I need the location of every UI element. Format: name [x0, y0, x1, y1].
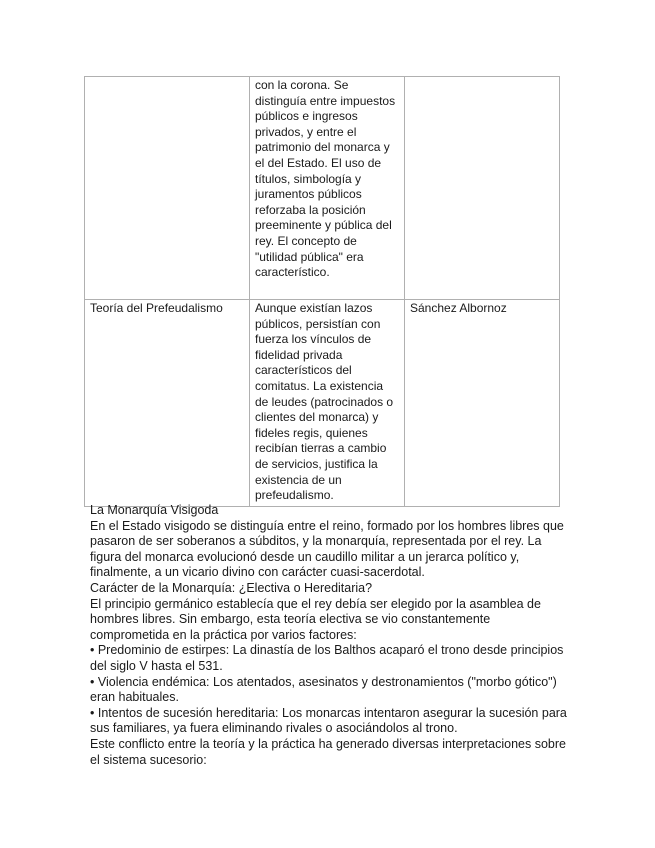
bullet-item: • Predominio de estirpes: La dinastía de los Balthos acaparó el trono desde principios del siglo V hasta el 531. [90, 643, 564, 673]
paragraph: El principio germánico establecía que el rey debía ser elegido por la asamblea de hombres libres. Sin embargo, esta teoría electiva se vio constantemente comprometida en la práctica por varios factores: [90, 596, 541, 642]
section-subheading: Carácter de la Monarquía: ¿Electiva o Hereditaria? [90, 580, 373, 595]
table-cell-author: Sánchez Albornoz [405, 300, 560, 507]
bullet-item: • Intentos de sucesión hereditaria: Los monarcas intentaron asegurar la sucesión para sus familiares, ya fuera eliminando rivales o asociándolos al trono. [90, 705, 567, 736]
bullet-item: • Violencia endémica: Los atentados, asesinatos y destronamientos ("morbo gótico") eran habituales. [90, 674, 557, 705]
intro-paragraph: En el Estado visigodo se distinguía entre el reino, formado por los hombres libres que pasaron de ser soberanos a súbditos, y la monarquía, representada por el rey. La figura del monarca evolucionó desde un caudillo militar a un jerarca político y, finalmente, a un vicario divino con carácter cuasi-sacerdotal. [90, 518, 564, 580]
section-heading: La Monarquía Visigoda [90, 503, 219, 517]
table-row [85, 300, 560, 507]
closing-paragraph: Este conflicto entre la teoría y la práctica ha generado diversas interpretaciones sobre el sistema sucesorio: [90, 736, 566, 767]
table-cell-description: con la corona. Se distinguía entre impuestos públicos e ingresos privados, y entre el patrimonio del monarca y el del Estado. El uso de títulos, simbología y juramentos públicos reforzaba la posición preeminente y pública del rey. El concepto de "utilidad pública" era característico. [250, 77, 405, 300]
body-text [90, 503, 570, 768]
table-cell-description: Aunque existían lazos públicos, persistían con fuerza los vínculos de fidelidad privada característicos del comitatus. La existencia de leudes (patrocinados o clientes del monarca) y fideles regis, quienes recibían tierras a cambio de servicios, justifica la existencia de un prefeudalismo. [250, 300, 405, 507]
table-row [85, 77, 560, 300]
table-cell-theory: Teoría del Prefeudalismo [85, 300, 250, 507]
table-cell-theory [85, 77, 250, 300]
theories-table [84, 76, 560, 507]
table-cell-author [405, 77, 560, 300]
